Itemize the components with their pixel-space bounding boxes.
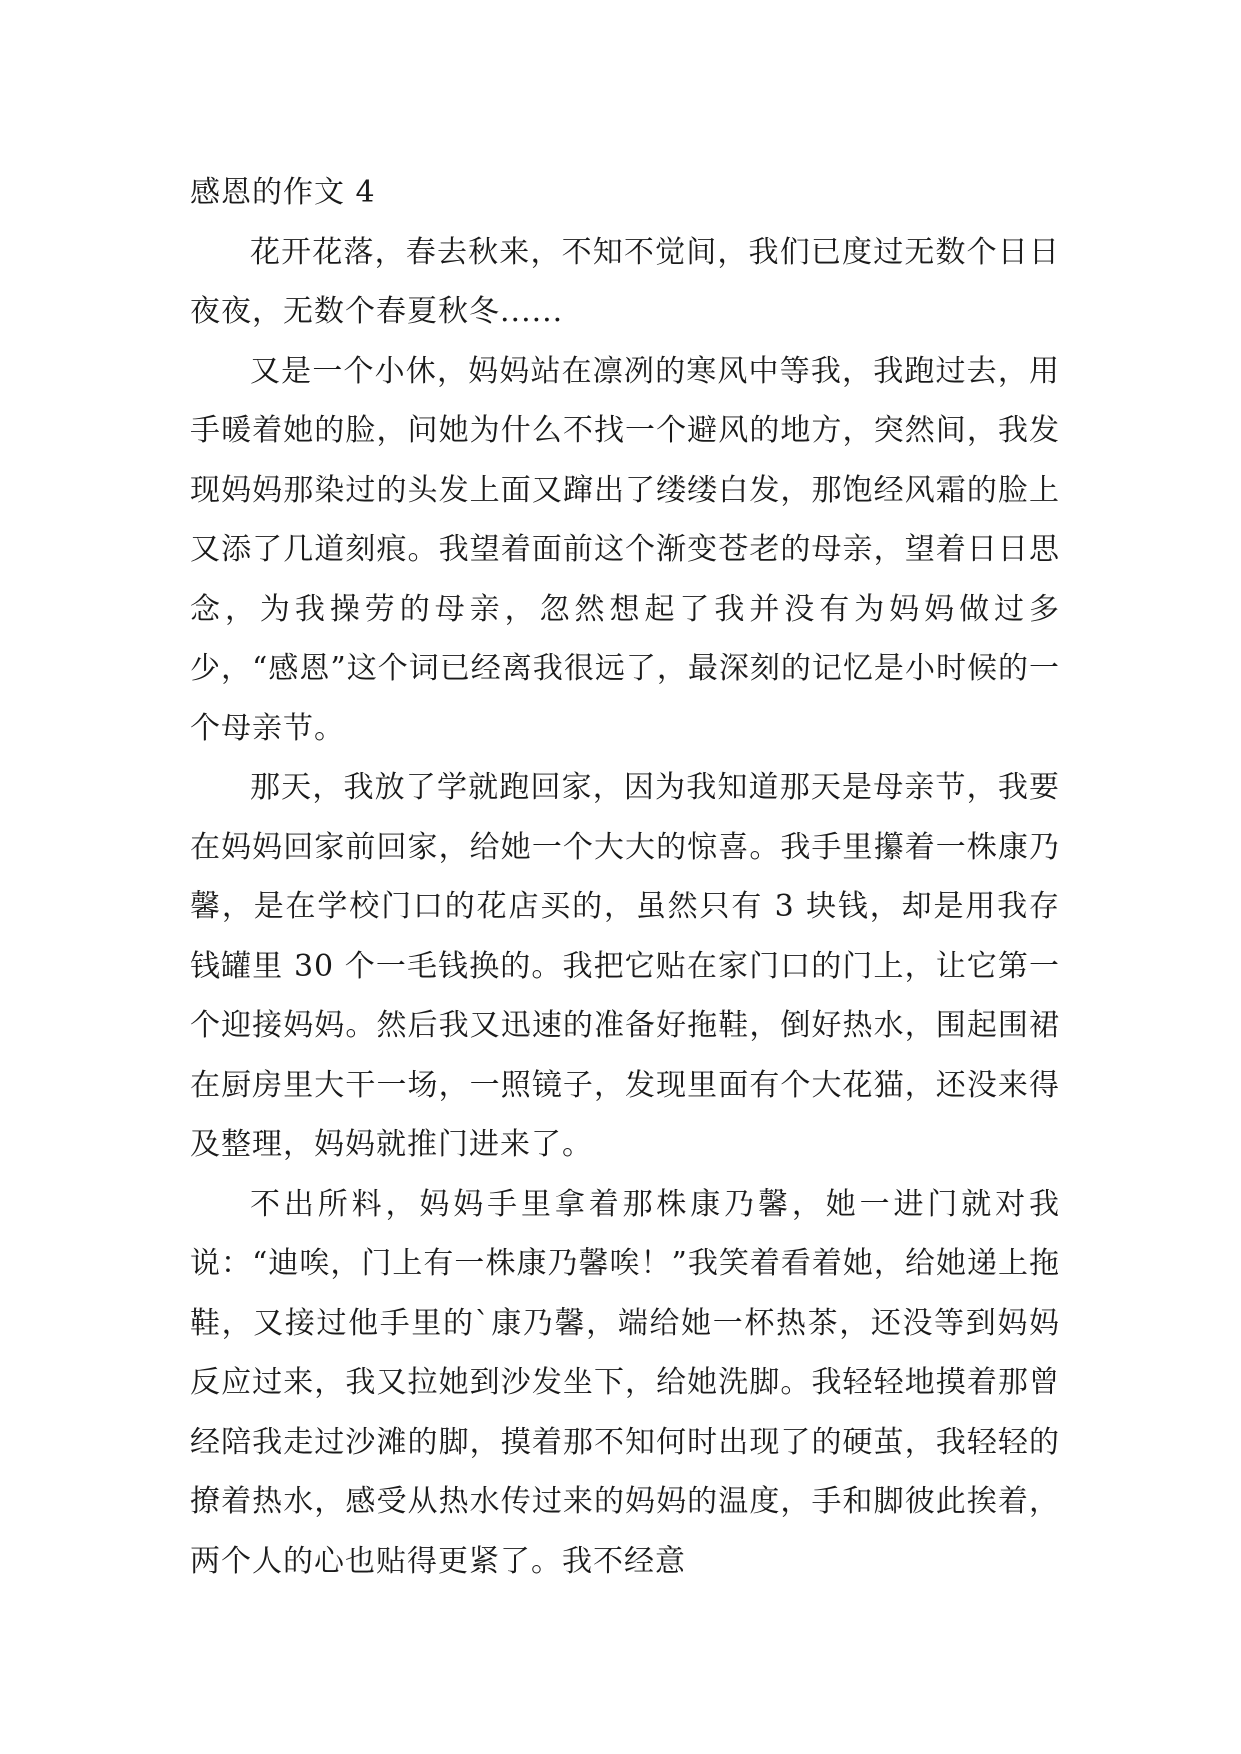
- essay-body: [190, 163, 1060, 1591]
- paragraph-1: 花开花落，春去秋来，不知不觉间，我们已度过无数个日日夜夜，无数个春夏秋冬......: [190, 234, 1060, 329]
- paragraph-2: 又是一个小休，妈妈站在凛冽的寒风中等我，我跑过去，用手暖着她的脸，问她为什么不找一个避风的地方，突然间，我发现妈妈那染过的头发上面又蹿出了缕缕白发，那饱经风霜的脸上又添了几道刻痕。我望着面前这个渐变苍老的母亲，望着日日思念，为我操劳的母亲，忽然想起了我并没有为妈妈做过多少，“感恩”这个词已经离我很远了，最深刻的记忆是小时候的一个母亲节。: [190, 353, 1060, 746]
- essay-title: 感恩的作文 4: [190, 175, 376, 210]
- paragraph-4: 不出所料，妈妈手里拿着那株康乃馨，她一进门就对我说：“迪唉，门上有一株康乃馨唉！”我笑着看着她，给她递上拖鞋，又接过他手里的`康乃馨，端给她一杯热茶，还没等到妈妈反应过来，我又拉她到沙发坐下，给她洗脚。我轻轻地摸着那曾经陪我走过沙滩的脚，摸着那不知何时出现了的硬茧，我轻轻的撩着热水，感受从热水传过来的妈妈的温度，手和脚彼此挨着，两个人的心也贴得更紧了。我不经意: [190, 1186, 1060, 1579]
- paragraph-3: 那天，我放了学就跑回家，因为我知道那天是母亲节，我要在妈妈回家前回家，给她一个大大的惊喜。我手里攥着一株康乃馨，是在学校门口的花店买的，虽然只有 3 块钱，却是用我存钱罐里 30 个一毛钱换的。我把它贴在家门口的门上，让它第一个迎接妈妈。然后我又迅速的准备好拖鞋，倒好热水，围起围裙在厨房里大干一场，一照镜子，发现里面有个大花猫，还没来得及整理，妈妈就推门进来了。: [190, 770, 1060, 1162]
